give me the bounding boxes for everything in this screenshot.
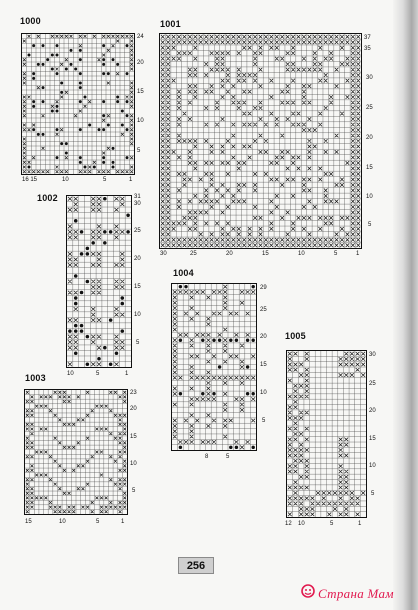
row-number: 15: [369, 436, 376, 442]
row-number: 15: [366, 165, 373, 171]
col-number: 1: [125, 371, 129, 377]
row-number: 20: [130, 406, 137, 412]
row-number: 20: [366, 135, 373, 141]
chart-grid-1001: [159, 33, 362, 249]
row-number: 10: [134, 312, 141, 318]
row-number: 5: [371, 491, 375, 497]
col-number: 10: [59, 519, 66, 525]
col-number: 15: [25, 519, 32, 525]
row-number: 5: [136, 340, 140, 346]
pattern-label: 1002: [37, 193, 58, 203]
col-number: 10: [298, 521, 305, 527]
col-number: 20: [226, 251, 233, 257]
row-number: 10: [137, 118, 144, 124]
row-number: 25: [366, 105, 373, 111]
col-number: 5: [103, 177, 107, 183]
pattern-label: 1005: [285, 331, 306, 341]
row-number: 10: [130, 461, 137, 467]
page-number: 256: [178, 557, 214, 574]
col-number: 1: [356, 251, 360, 257]
row-number: 10: [260, 390, 267, 396]
col-number: 5: [96, 519, 100, 525]
row-number: 24: [137, 34, 144, 40]
col-number: 1: [121, 519, 125, 525]
row-number: 5: [368, 222, 372, 228]
col-number: 16 15: [22, 177, 38, 183]
col-number: 5: [226, 454, 230, 460]
row-number: 35: [364, 46, 371, 52]
chart-grid-1002: [66, 195, 132, 368]
row-number: 25: [260, 307, 267, 313]
row-number: 10: [366, 194, 373, 200]
row-number: 37: [364, 35, 371, 41]
pattern-label: 1004: [173, 268, 194, 278]
pattern-label: 1003: [25, 373, 46, 383]
chart-grid-1000: [21, 33, 135, 175]
pattern-label: 1000: [20, 16, 41, 26]
row-number: 15: [137, 89, 144, 95]
col-number: 10: [298, 251, 305, 257]
row-number: 15: [260, 362, 267, 368]
row-number: 29: [260, 285, 267, 291]
row-number: 20: [260, 334, 267, 340]
col-number: 1: [129, 177, 133, 183]
row-number: 20: [137, 60, 144, 66]
row-number: 10: [369, 463, 376, 469]
strana-mam-logo-icon: [300, 583, 316, 599]
row-number: 30: [366, 75, 373, 81]
watermark-text: Страна Мам: [318, 586, 394, 601]
chart-grid-1003: [24, 389, 128, 515]
col-number: 25: [190, 251, 197, 257]
col-number: 1: [358, 521, 362, 527]
row-number: 15: [134, 284, 141, 290]
chart-grid-1005: [286, 350, 367, 518]
row-number: 5: [137, 148, 141, 154]
col-number: 8: [205, 454, 209, 460]
col-number: 12: [285, 521, 292, 527]
chart-grid-1004: [171, 283, 257, 451]
col-number: 30: [160, 251, 167, 257]
col-number: 5: [96, 371, 100, 377]
col-number: 10: [67, 371, 74, 377]
row-number: 15: [130, 434, 137, 440]
row-number: 20: [134, 256, 141, 262]
col-number: 10: [62, 177, 69, 183]
pattern-label: 1001: [160, 19, 181, 29]
row-number: 25: [134, 228, 141, 234]
row-number: 25: [369, 381, 376, 387]
col-number: 15: [262, 251, 269, 257]
row-number: 23: [130, 390, 137, 396]
row-number: 5: [132, 488, 136, 494]
row-number: 31: [134, 194, 141, 200]
col-number: 5: [330, 521, 334, 527]
book-spine-shadow: [393, 0, 418, 610]
row-number: 30: [134, 201, 141, 207]
row-number: 20: [369, 408, 376, 414]
row-number: 5: [262, 418, 266, 424]
col-number: 5: [334, 251, 338, 257]
row-number: 30: [369, 352, 376, 358]
